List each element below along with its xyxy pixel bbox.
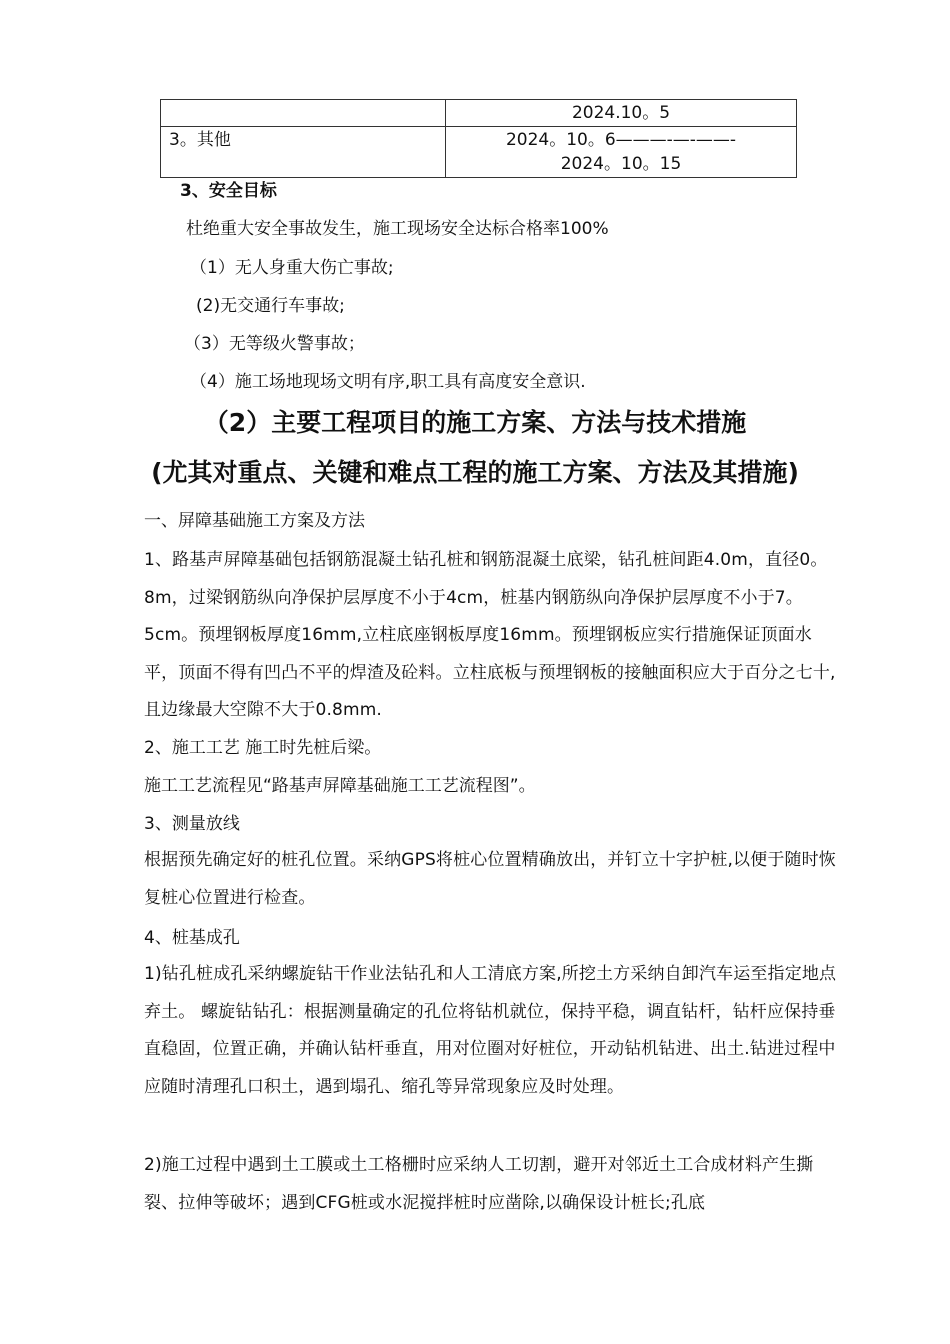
schedule-table [160, 99, 797, 178]
paragraph-survey: 根据预先确定好的桩孔位置。采纳GPS将桩心位置精确放出，并钉立十字护桩,以便于随时恢复桩心位置进行检查。 [144, 850, 836, 908]
section-subtitle: (尤其对重点、关键和难点工程的施工方案、方法及其措施) [151, 458, 799, 487]
date-range-end: 2024。10。15 [560, 154, 682, 174]
table-cell-item [161, 100, 446, 127]
safety-heading: 3、安全目标 [180, 181, 277, 201]
safety-item: （4）施工场地现场文明有序,职工具有高度安全意识. [190, 372, 586, 392]
subsection-heading: 一、屏障基础施工方案及方法 [144, 511, 365, 531]
drilling-heading: 4、桩基成孔 [144, 928, 240, 948]
table-row [161, 100, 797, 127]
process-flow-note: 施工工艺流程见“路基声屏障基础施工工艺流程图”。 [144, 776, 536, 796]
table-cell-date [446, 127, 797, 178]
paragraph-geotextile: 2)施工过程中遇到土工膜或土工格栅时应采纳人工切割，避开对邻近土工合成材料产生撕裂、拉伸等破坏；遇到CFG桩或水泥搅拌桩时应凿除,以确保设计桩长;孔底 [144, 1155, 814, 1213]
table-row [161, 127, 797, 178]
survey-heading: 3、测量放线 [144, 814, 240, 834]
safety-intro: 杜绝重大安全事故发生，施工现场安全达标合格率100% [186, 219, 609, 239]
paragraph-drilling: 1)钻孔桩成孔采纳螺旋钻干作业法钻孔和人工清底方案,所挖土方采纳自卸汽车运至指定地点弃土。 螺旋钻钻孔：根据测量确定的孔位将钻机就位，保持平稳，调直钻杆，钻杆应保持垂直稳固，位置正确，并确认钻杆垂直，用对位圈对好桩位，开动钻机钻进、出土.钻进过程中应随时清理孔口积土，遇到塌孔、缩孔等异常现象应及时处理。 [144, 964, 837, 1097]
date-range-start: 2024。10。6———-—-——- [505, 130, 737, 150]
table-cell-date: 2024.10。5 [446, 100, 797, 127]
safety-item: （3）无等级火警事故； [184, 334, 365, 354]
safety-item: （1）无人身重大伤亡事故; [190, 258, 394, 278]
paragraph-foundation: 1、路基声屏障基础包括钢筋混凝土钻孔桩和钢筋混凝土底梁，钻孔桩间距4.0m，直径0。8m，过梁钢筋纵向净保护层厚度不小于4cm，桩基内钢筋纵向净保护层厚度不小于7。5cm。预埋钢板厚度16mm,立柱底座钢板厚度16mm。预埋钢板应实行措施保证顶面水平，顶面不得有凹凸不平的焊渣及砼料。立柱底板与预埋钢板的接触面积应大于百分之七十,且边缘最大空隙不大于0.8mm. [144, 550, 836, 720]
table-cell-item: 3。其他 [161, 127, 446, 178]
process-heading: 2、施工工艺 施工时先桩后梁。 [144, 738, 382, 758]
safety-item: (2)无交通行车事故; [196, 296, 345, 316]
section-title: （2）主要工程项目的施工方案、方法与技术措施 [203, 408, 747, 437]
